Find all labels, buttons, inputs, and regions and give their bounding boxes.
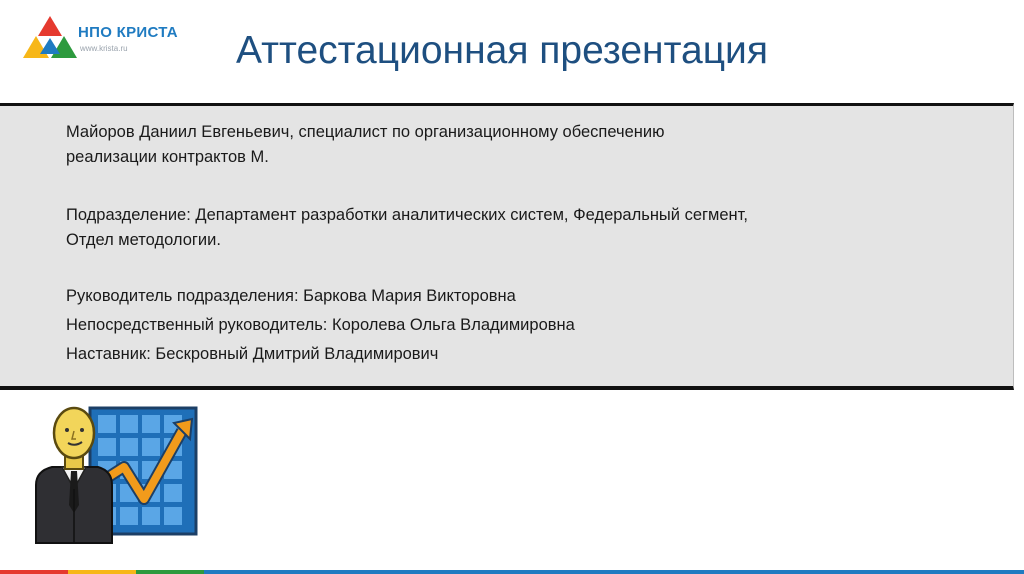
division-line-2: Отдел методологии. [66, 231, 221, 249]
mentor: Наставник: Бескровный Дмитрий Владимирович [66, 345, 439, 363]
page-title: Аттестационная презентация [236, 29, 768, 72]
head-of-division: Руководитель подразделения: Баркова Мария Викторовна [66, 287, 516, 305]
employee-line-1: Майоров Даниил Евгеньевич, специалист по организационному обеспечению [66, 123, 665, 141]
employee-line-2: реализации контрактов М. [66, 148, 269, 166]
logo-url: www.krista.ru [80, 44, 128, 53]
direct-manager: Непосредственный руководитель: Королева Ольга Владимировна [66, 316, 575, 334]
logo-name: НПО КРИСТА [78, 24, 178, 41]
employee-block [66, 120, 664, 170]
krista-triangles-logo-icon [22, 14, 78, 60]
division-block [66, 203, 748, 253]
info-panel [0, 103, 1014, 390]
footer-color-bar [0, 570, 1024, 574]
company-logo [22, 14, 182, 62]
division-line-1: Подразделение: Департамент разработки аналитических систем, Федеральный сегмент, [66, 206, 748, 224]
businessman-growth-chart-icon [32, 405, 198, 545]
